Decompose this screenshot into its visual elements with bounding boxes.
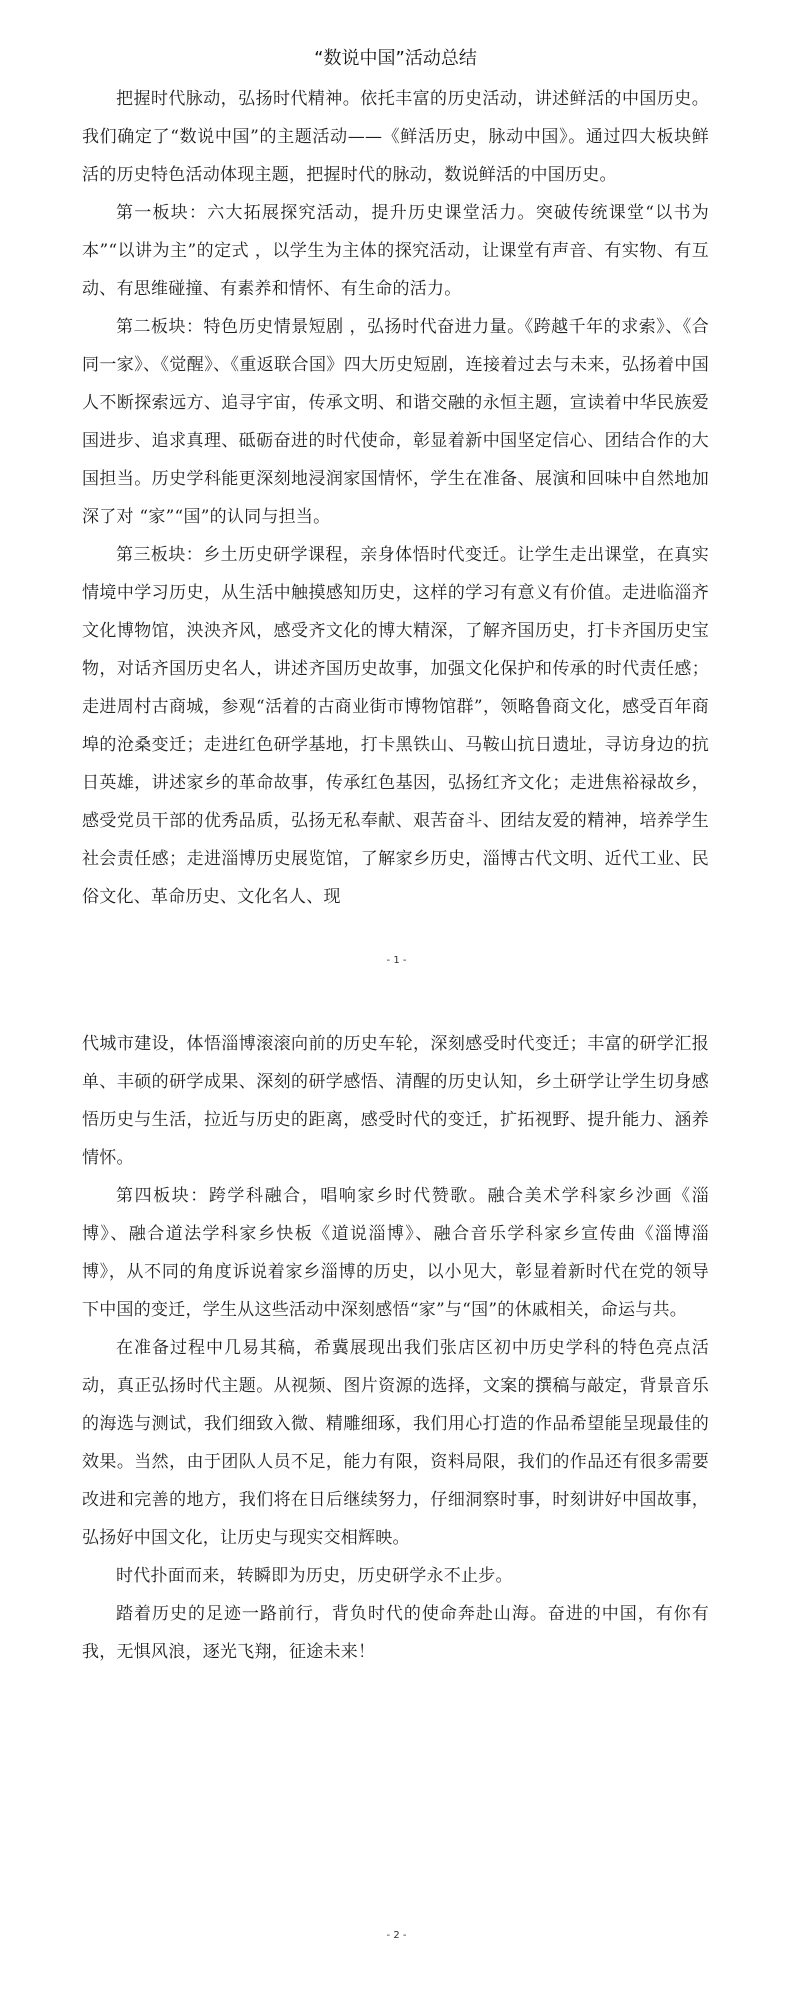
paragraph-intro: 把握时代脉动，弘扬时代精神。依托丰富的历史活动，讲述鲜活的中国历史。我们确定了“数说中国”的主题活动——《鲜活历史，脉动中国》。通过四大板块鲜活的历史特色活动体现主题，把握时代的脉动，数说鲜活的中国历史。: [82, 89, 709, 185]
page-number: - 1 -: [386, 955, 407, 966]
page-number: - 2 -: [386, 1930, 407, 1941]
paragraph-section-2: 第二板块：特色历史情景短剧 ，弘扬时代奋进力量。《跨越千年的求索》、《合同一家》、《觉醒》、《重返联合国》四大历史短剧，连接着过去与未来，弘扬着中国人不断探索远方、追寻宇宙，传承文明、和谐交融的永恒主题，宣读着中华民族爱国进步、追求真理、砥砺奋进的时代使命，彰显着新中国坚定信心、团结合作的大国担当。历史学科能更深刻地浸润家国情怀，学生在准备、展演和回味中自然地加深了对 “家”“国”的认同与担当。: [82, 317, 709, 527]
document-page-2: [0, 1025, 793, 2005]
paragraph-closing-2: 踏着历史的足迹一路前行，背负时代的使命奔赴山海。奋进的中国，有你有我，无惧风浪，逐光飞翔，征途未来！: [82, 1604, 709, 1662]
paragraph-preparation: 在准备过程中几易其稿，希冀展现出我们张店区初中历史学科的特色亮点活动，真正弘扬时代主题。从视频、图片资源的选择，文案的撰稿与敲定，背景音乐的海选与测试，我们细致入微、精雕细琢，我们用心打造的作品希望能呈现最佳的效果。当然，由于团队人员不足，能力有限，资料局限，我们的作品还有很多需要改进和完善的地方，我们将在日后继续努力，仔细洞察时事，时刻讲好中国故事，弘扬好中国文化，让历史与现实交相辉映。: [82, 1338, 709, 1548]
page-2-body: [82, 1025, 709, 1671]
paragraph-closing-1: 时代扑面而来，转瞬即为历史，历史研学永不止步。: [116, 1566, 513, 1586]
document-title: “数说中国”活动总结: [314, 48, 477, 69]
paragraph-section-4: 第四板块：跨学科融合，唱响家乡时代赞歌。融合美术学科家乡沙画《淄博》、融合道法学科家乡快板《道说淄博》、融合音乐学科家乡宣传曲《淄博淄博》，从不同的角度诉说着家乡淄博的历史，以小见大，彰显着新时代在党的领导下中国的变迁，学生从这些活动中深刻感悟“家”与“国”的休戚相关，命运与共。: [82, 1186, 709, 1320]
page-1-body: [82, 80, 709, 916]
paragraph-section-1: 第一板块：六大拓展探究活动，提升历史课堂活力。突破传统课堂“以书为本”“以讲为主”的定式 ，以学生为主体的探究活动，让课堂有声音、有实物、有互动、有思维碰撞、有素养和情怀、有生命的活力。: [82, 203, 709, 299]
paragraph-section-3-continued: 代城市建设，体悟淄博滚滚向前的历史车轮，深刻感受时代变迁；丰富的研学汇报单、丰硕的研学成果、深刻的研学感悟、清醒的历史认知，乡土研学让学生切身感悟历史与生活，拉近与历史的距离，感受时代的变迁，扩拓视野、提升能力、涵养情怀。: [82, 1034, 709, 1168]
paragraph-section-3: 第三板块：乡土历史研学课程，亲身体悟时代变迁。让学生走出课堂，在真实情境中学习历史，从生活中触摸感知历史，这样的学习有意义有价值。走进临淄齐文化博物馆，泱泱齐风，感受齐文化的博大精深，了解齐国历史，打卡齐国历史宝物，对话齐国历史名人，讲述齐国历史故事，加强文化保护和传承的时代责任感；走进周村古商城，参观“活着的古商业街市博物馆群”，领略鲁商文化，感受百年商埠的沧桑变迁；走进红色研学基地，打卡黑铁山、马鞍山抗日遗址，寻访身边的抗日英雄，讲述家乡的革命故事，传承红色基因，弘扬红齐文化；走进焦裕禄故乡，感受党员干部的优秀品质，弘扬无私奉献、艰苦奋斗、团结友爱的精神，培养学生社会责任感；走进淄博历史展览馆，了解家乡历史，淄博古代文明、近代工业、民俗文化、革命历史、文化名人、现: [82, 545, 709, 907]
